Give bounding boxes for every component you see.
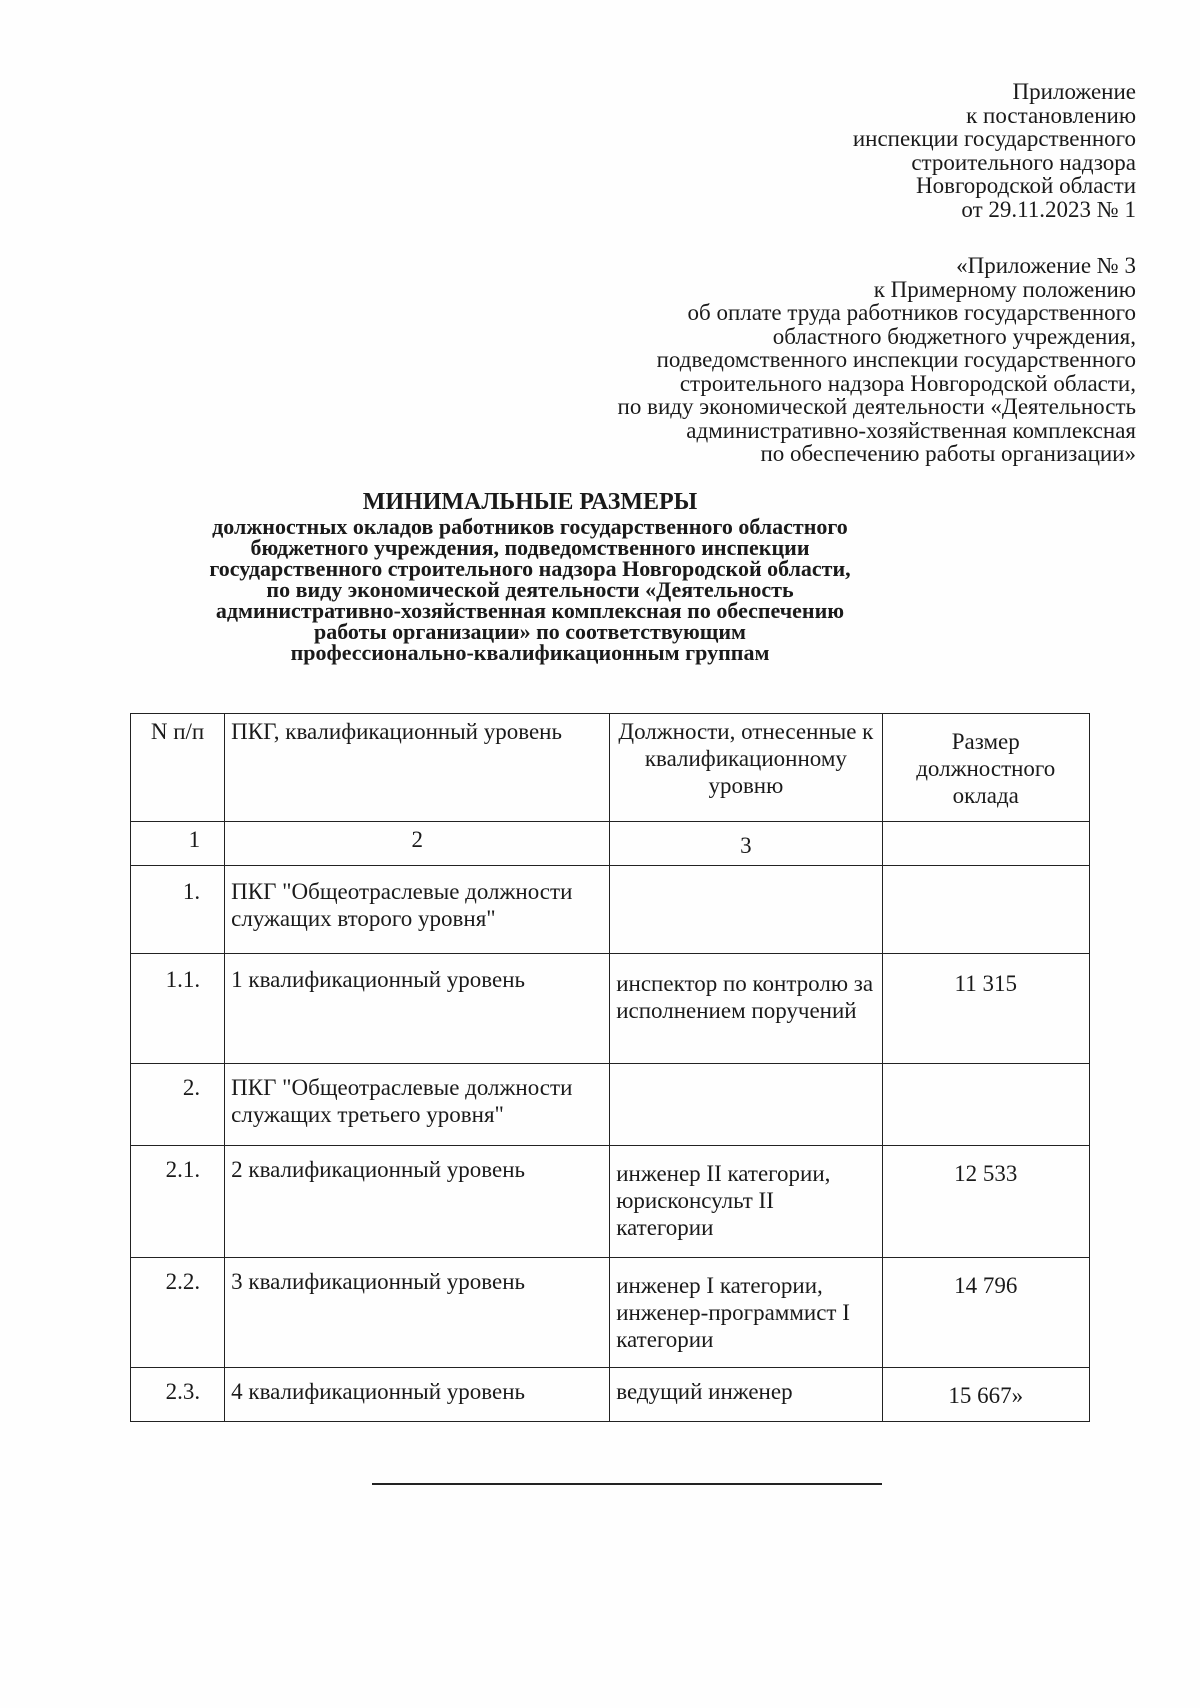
numbering-cell: 3 xyxy=(610,822,882,866)
row-salary: 14 796 xyxy=(882,1258,1089,1368)
row-pkg: ПКГ "Общеотраслевые должности служащих третьего уровня" xyxy=(225,1064,610,1146)
table-row xyxy=(131,1368,1090,1422)
row-salary xyxy=(882,866,1089,954)
row-num: 1. xyxy=(131,866,225,954)
row-positions: инженер I категории, инженер-программист I категории xyxy=(610,1258,882,1368)
appendix-line: подведомственного инспекции государственного xyxy=(656,347,1136,372)
document-title xyxy=(200,489,860,663)
appendix-line: областного бюджетного учреждения, xyxy=(772,323,1136,349)
appendix-line: об оплате труда работников государственного xyxy=(687,300,1136,325)
subtitle-line: бюджетного учреждения, подведомственного инспекции xyxy=(250,535,810,560)
appendix-line: административно-хозяйственная комплексная xyxy=(686,417,1136,443)
row-num: 2.1. xyxy=(131,1146,225,1258)
row-positions: инспектор по контролю за исполнением поручений xyxy=(610,954,882,1064)
subtitle-line: государственного строительного надзора Новгородской области, xyxy=(209,556,851,581)
appendix-line: по обеспечению работы организации» xyxy=(760,441,1136,466)
appendix-line: строительного надзора Новгородской области, xyxy=(679,370,1136,396)
table-row xyxy=(131,866,1090,954)
row-salary xyxy=(882,1064,1089,1146)
header-line: от 29.11.2023 № 1 xyxy=(961,196,1136,222)
header-line: к постановлению xyxy=(966,102,1136,128)
row-num: 2.3. xyxy=(131,1368,225,1422)
subtitle-line: работы организации» по соответствующим xyxy=(313,619,746,644)
row-positions: инженер II категории, юрисконсульт II категории xyxy=(610,1146,882,1258)
appendix-reference xyxy=(618,254,1136,466)
header-num: N п/п xyxy=(131,714,225,822)
row-num: 2. xyxy=(131,1064,225,1146)
subtitle-line: должностных окладов работников государственного областного xyxy=(212,514,848,539)
row-salary: 12 533 xyxy=(882,1146,1089,1258)
header-positions: Должности, отнесенные к квалификационному уровню xyxy=(610,714,882,822)
row-num: 2.2. xyxy=(131,1258,225,1368)
appendix-line: к Примерному положению xyxy=(873,276,1136,302)
header-line: инспекции государственного xyxy=(852,126,1136,151)
row-positions xyxy=(610,866,882,954)
row-num: 1.1. xyxy=(131,954,225,1064)
row-pkg: 4 квалификационный уровень xyxy=(225,1368,610,1422)
numbering-cell: 1 xyxy=(131,822,225,866)
table-header-row xyxy=(131,714,1090,822)
main-title: МИНИМАЛЬНЫЕ РАЗМЕРЫ xyxy=(362,489,698,515)
closing-separator-line xyxy=(372,1483,882,1485)
table-numbering-row xyxy=(131,822,1090,866)
header-pkg: ПКГ, квалификационный уровень xyxy=(225,714,610,822)
row-positions xyxy=(610,1064,882,1146)
table-row xyxy=(131,954,1090,1064)
numbering-cell: 2 xyxy=(225,822,610,866)
table-row xyxy=(131,1258,1090,1368)
approval-header xyxy=(853,80,1136,221)
numbering-cell xyxy=(882,822,1089,866)
row-pkg: 2 квалификационный уровень xyxy=(225,1146,610,1258)
subtitle-line: по виду экономической деятельности «Деятельность xyxy=(266,577,794,602)
row-salary: 15 667» xyxy=(882,1368,1089,1422)
salary-table xyxy=(130,713,1090,1422)
row-salary: 11 315 xyxy=(882,954,1089,1064)
appendix-line: по виду экономической деятельности «Деятельность xyxy=(617,394,1136,419)
header-line: Приложение xyxy=(1012,79,1136,104)
header-line: строительного надзора xyxy=(911,149,1136,175)
row-pkg: ПКГ "Общеотраслевые должности служащих второго уровня" xyxy=(225,866,610,954)
row-pkg: 1 квалификационный уровень xyxy=(225,954,610,1064)
table-row xyxy=(131,1146,1090,1258)
appendix-line: «Приложение № 3 xyxy=(956,253,1136,278)
header-line: Новгородской области xyxy=(915,173,1136,198)
subtitle-line: административно-хозяйственная комплексная по обеспечению xyxy=(215,598,845,623)
row-pkg: 3 квалификационный уровень xyxy=(225,1258,610,1368)
table-row xyxy=(131,1064,1090,1146)
subtitle-line: профессионально-квалификационным группам xyxy=(290,640,770,665)
header-salary: Размер должностного оклада xyxy=(882,714,1089,822)
row-positions: ведущий инженер xyxy=(610,1368,882,1422)
